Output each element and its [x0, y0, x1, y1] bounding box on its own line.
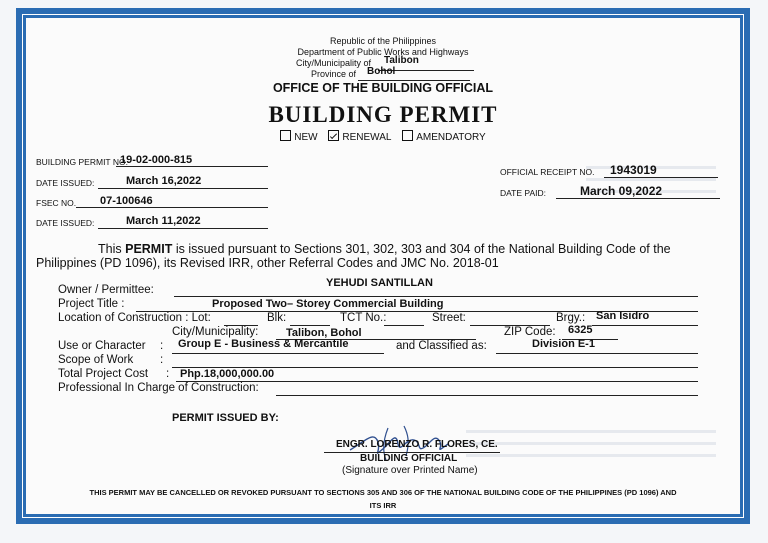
document-title: BUILDING PERMIT	[268, 102, 498, 127]
use-character-underline	[172, 353, 384, 354]
permit-no-underline	[116, 166, 268, 167]
official-name: ENGR. LORENZO R. FLORES, CE.	[336, 439, 498, 450]
permit-type-row	[26, 130, 740, 143]
project-cost-value: Php.18,000,000.00	[180, 368, 275, 380]
office-title: OFFICE OF THE BUILDING OFFICIAL	[272, 81, 494, 95]
receipt-value: 1943019	[610, 163, 657, 177]
zip-label: ZIP Code:	[504, 326, 556, 338]
scope-colon: :	[160, 354, 164, 366]
tct-label: TCT No.:	[340, 312, 387, 324]
use-colon: :	[160, 340, 164, 352]
fsec-date-underline	[98, 228, 268, 229]
project-cost-label: Total Project Cost	[58, 368, 149, 380]
signature-caption: (Signature over Printed Name)	[342, 465, 478, 476]
background-text-line	[466, 454, 716, 457]
fsec-date-label: DATE ISSUED:	[36, 218, 95, 228]
background-text-line	[466, 442, 716, 445]
fsec-underline	[76, 207, 268, 208]
renewal-option: RENEWAL	[328, 132, 391, 143]
zip-value: 6325	[568, 324, 593, 336]
blk-label: Blk:	[267, 312, 287, 324]
background-text-line	[586, 178, 716, 181]
project-title-label: Project Title :	[58, 298, 125, 310]
date-issued-value: March 16,2022	[126, 175, 202, 187]
city-label: City/Municipality of	[296, 58, 372, 68]
new-checkbox	[280, 130, 291, 141]
date-paid-underline	[556, 198, 720, 199]
city-municipality-value: Talibon, Bohol	[286, 327, 362, 339]
classified-label: and Classified as:	[396, 340, 487, 352]
receipt-underline	[604, 177, 718, 178]
footer-notice-line-1: THIS PERMIT MAY BE CANCELLED OR REVOKED PURSUANT TO SECTIONS 305 AND 306 OF THE NATIONAL BUILDING CODE OF THE PHILIPPINES (PD 1096) AND	[89, 488, 677, 497]
new-option: NEW	[280, 132, 317, 143]
use-character-value: Group E - Business & Mercantile	[178, 338, 349, 350]
date-paid-label: DATE PAID:	[500, 188, 546, 198]
date-issued-label: DATE ISSUED:	[36, 178, 95, 188]
receipt-label: OFFICIAL RECEIPT NO.	[500, 167, 595, 177]
use-character-label: Use or Character	[58, 340, 146, 352]
republic-text: Republic of the Philippines	[329, 36, 437, 46]
blk-underline	[290, 325, 330, 326]
permit-statement-line-2: Philippines (PD 1096), its Revised IRR, other Referral Codes and JMC No. 2018-01	[36, 256, 499, 270]
cost-colon: :	[166, 368, 170, 380]
official-position: BUILDING OFFICIAL	[360, 453, 458, 464]
background-text-line	[466, 430, 716, 433]
permit-statement-line-1: This PERMIT is issued pursuant to Sections 301, 302, 303 and 304 of the National Building Code of the	[98, 242, 671, 256]
amendatory-checkbox	[402, 130, 413, 141]
province-label: Province of	[311, 69, 357, 79]
project-title-value: Proposed Two– Storey Commercial Building	[212, 298, 444, 310]
professional-underline	[276, 395, 698, 396]
city-municipality-label: City/Municipality:	[172, 326, 259, 338]
renewal-checkbox	[328, 130, 339, 141]
brgy-label: Brgy.:	[556, 312, 586, 324]
owner-value: YEHUDI SANTILLAN	[326, 277, 433, 289]
footer-notice-line-2: ITS IRR	[369, 501, 397, 510]
permit-no-value: 19-02-000-815	[120, 154, 193, 166]
permit-paper	[26, 18, 740, 514]
permit-issued-by-label: PERMIT ISSUED BY:	[172, 412, 279, 424]
owner-label: Owner / Permittee:	[58, 284, 154, 296]
brgy-value: San Isidro	[596, 310, 650, 322]
permit-no-label: BUILDING PERMIT NO.	[36, 157, 128, 167]
tct-underline	[384, 325, 424, 326]
date-issued-underline	[98, 188, 268, 189]
date-paid-value: March 09,2022	[580, 184, 663, 198]
permit-border	[16, 8, 750, 524]
location-lot-label: Location of Construction : Lot:	[58, 312, 211, 324]
owner-underline	[174, 296, 698, 297]
professional-label: Professional In Charge of Construction:	[58, 382, 259, 394]
city-value: Talibon	[384, 55, 419, 66]
classified-underline	[496, 353, 698, 354]
province-value: Bohol	[367, 66, 396, 77]
fsec-date-value: March 11,2022	[126, 215, 201, 227]
fsec-label: FSEC NO.	[36, 198, 77, 208]
scope-of-work-label: Scope of Work	[58, 354, 134, 366]
department-text: Department of Public Works and Highways	[297, 47, 469, 57]
street-label: Street:	[432, 312, 466, 324]
amendatory-option: AMENDATORY	[402, 132, 485, 143]
classified-value: Division E-1	[532, 338, 595, 350]
brgy-underline	[592, 325, 698, 326]
fsec-value: 07-100646	[100, 195, 153, 207]
